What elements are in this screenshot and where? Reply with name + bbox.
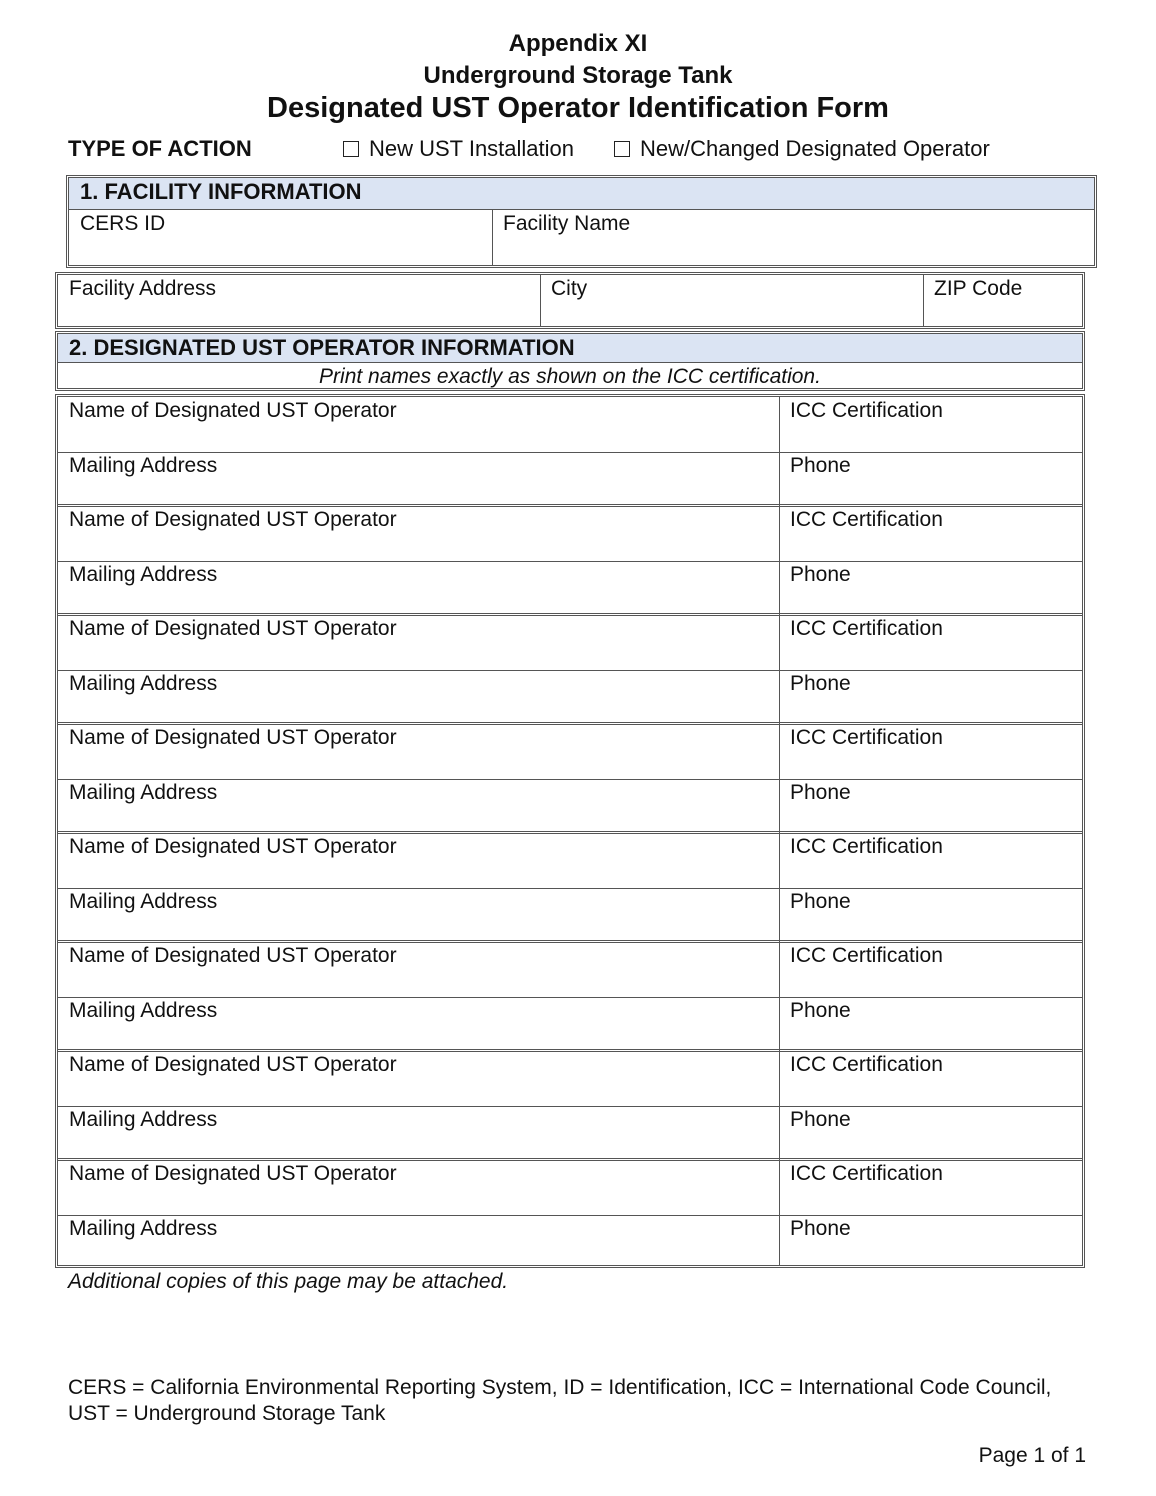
operator-name-label: Name of Designated UST Operator [69,1162,397,1185]
type-of-action-label: TYPE OF ACTION [68,136,252,161]
facility-address-label: Facility Address [69,277,217,300]
form-title: Designated UST Operator Identification Form [267,92,889,124]
mailing-address-label: Mailing Address [69,889,218,913]
icc-certification-label: ICC Certification [790,1053,943,1076]
phone-label: Phone [790,453,851,477]
operator-table [55,394,1085,1268]
phone-label: Phone [790,671,851,695]
phone-label: Phone [790,780,851,804]
page-number: Page 1 of 1 [978,1444,1086,1467]
appendix-label: Appendix XI [508,30,648,57]
icc-certification-label: ICC Certification [790,726,943,749]
operator-name-field[interactable] [58,1051,779,1106]
operator-name-field[interactable] [58,506,779,561]
row-divider [58,997,1082,998]
phone-label: Phone [790,889,851,913]
zip-code-label: ZIP Code [934,277,1023,300]
facility-address-field[interactable] [58,275,540,326]
icc-certification-field[interactable] [779,397,1082,452]
phone-field[interactable] [779,1106,1082,1161]
phone-field[interactable] [779,561,1082,616]
operator-name-label: Name of Designated UST Operator [69,1053,397,1076]
icc-certification-field[interactable] [779,506,1082,561]
row-divider [58,779,1082,780]
mailing-address-label: Mailing Address [69,780,218,804]
operator-name-label: Name of Designated UST Operator [69,399,397,422]
phone-field[interactable] [779,670,1082,725]
icc-certification-field[interactable] [779,615,1082,670]
icc-certification-field[interactable] [779,1051,1082,1106]
phone-field[interactable] [779,779,1082,834]
mailing-address-field[interactable] [58,997,779,1052]
operator-name-field[interactable] [58,942,779,997]
operator-name-label: Name of Designated UST Operator [69,835,397,858]
abbreviation-legend: CERS = California Environmental Reporting System, ID = Identification, ICC = International Code Council, UST = Underground Storage Tank [68,1376,1052,1425]
icc-certification-label: ICC Certification [790,835,943,858]
row-divider [58,1215,1082,1216]
mailing-address-label: Mailing Address [69,1107,218,1131]
operator-information-header [55,331,1085,391]
section-1-heading: 1. FACILITY INFORMATION [69,178,1094,210]
facility-name-label: Facility Name [503,212,631,235]
mailing-address-field[interactable] [58,452,779,507]
phone-field[interactable] [779,452,1082,507]
cers-id-field[interactable] [69,210,492,265]
cers-id-label: CERS ID [80,212,166,235]
mailing-address-field[interactable] [58,779,779,834]
row-divider [58,452,1082,453]
operator-name-label: Name of Designated UST Operator [69,508,397,531]
operator-name-field[interactable] [58,833,779,888]
checkbox-new-changed-operator[interactable] [614,141,630,157]
mailing-address-label: Mailing Address [69,562,218,586]
operator-name-label: Name of Designated UST Operator [69,617,397,640]
icc-certification-field[interactable] [779,1160,1082,1215]
operator-name-field[interactable] [58,397,779,452]
phone-field[interactable] [779,997,1082,1052]
phone-label: Phone [790,998,851,1022]
mailing-address-label: Mailing Address [69,671,218,695]
option-label: New UST Installation [369,136,575,161]
mailing-address-field[interactable] [58,670,779,725]
option-new-changed-operator[interactable] [614,136,990,162]
mailing-address-field[interactable] [58,1215,779,1270]
facility-name-field[interactable] [492,210,1094,265]
icc-certification-label: ICC Certification [790,617,943,640]
city-field[interactable] [540,275,923,326]
facility-information-section [66,175,1097,268]
row-divider [58,670,1082,671]
form-subtitle: Underground Storage Tank [423,62,733,89]
mailing-address-label: Mailing Address [69,453,218,477]
section-2-heading: 2. DESIGNATED UST OPERATOR INFORMATION [58,334,1082,363]
row-divider [58,561,1082,562]
phone-field[interactable] [779,888,1082,943]
zip-code-field[interactable] [923,275,1082,326]
option-label: New/Changed Designated Operator [640,136,990,161]
mailing-address-field[interactable] [58,888,779,943]
icc-certification-label: ICC Certification [790,944,943,967]
type-of-action-row [68,136,1088,164]
mailing-address-field[interactable] [58,561,779,616]
icc-certification-field[interactable] [779,942,1082,997]
operator-name-field[interactable] [58,1160,779,1215]
icc-certification-label: ICC Certification [790,508,943,531]
row-divider [58,1106,1082,1107]
operator-name-field[interactable] [58,724,779,779]
city-label: City [551,277,588,300]
option-new-ust-installation[interactable] [343,136,574,162]
phone-label: Phone [790,1216,851,1240]
icc-certification-field[interactable] [779,724,1082,779]
mailing-address-label: Mailing Address [69,998,218,1022]
mailing-address-field[interactable] [58,1106,779,1161]
checkbox-new-ust-installation[interactable] [343,141,359,157]
icc-certification-label: ICC Certification [790,1162,943,1185]
icc-certification-label: ICC Certification [790,399,943,422]
facility-address-row [55,272,1085,329]
phone-label: Phone [790,1107,851,1131]
mailing-address-label: Mailing Address [69,1216,218,1240]
operator-name-field[interactable] [58,615,779,670]
instruction-note: Print names exactly as shown on the ICC certification. [319,365,821,388]
icc-certification-field[interactable] [779,833,1082,888]
phone-label: Phone [790,562,851,586]
row-divider [58,888,1082,889]
operator-name-label: Name of Designated UST Operator [69,944,397,967]
additional-copies-note: Additional copies of this page may be attached. [68,1270,509,1293]
operator-name-label: Name of Designated UST Operator [69,726,397,749]
phone-field[interactable] [779,1215,1082,1270]
